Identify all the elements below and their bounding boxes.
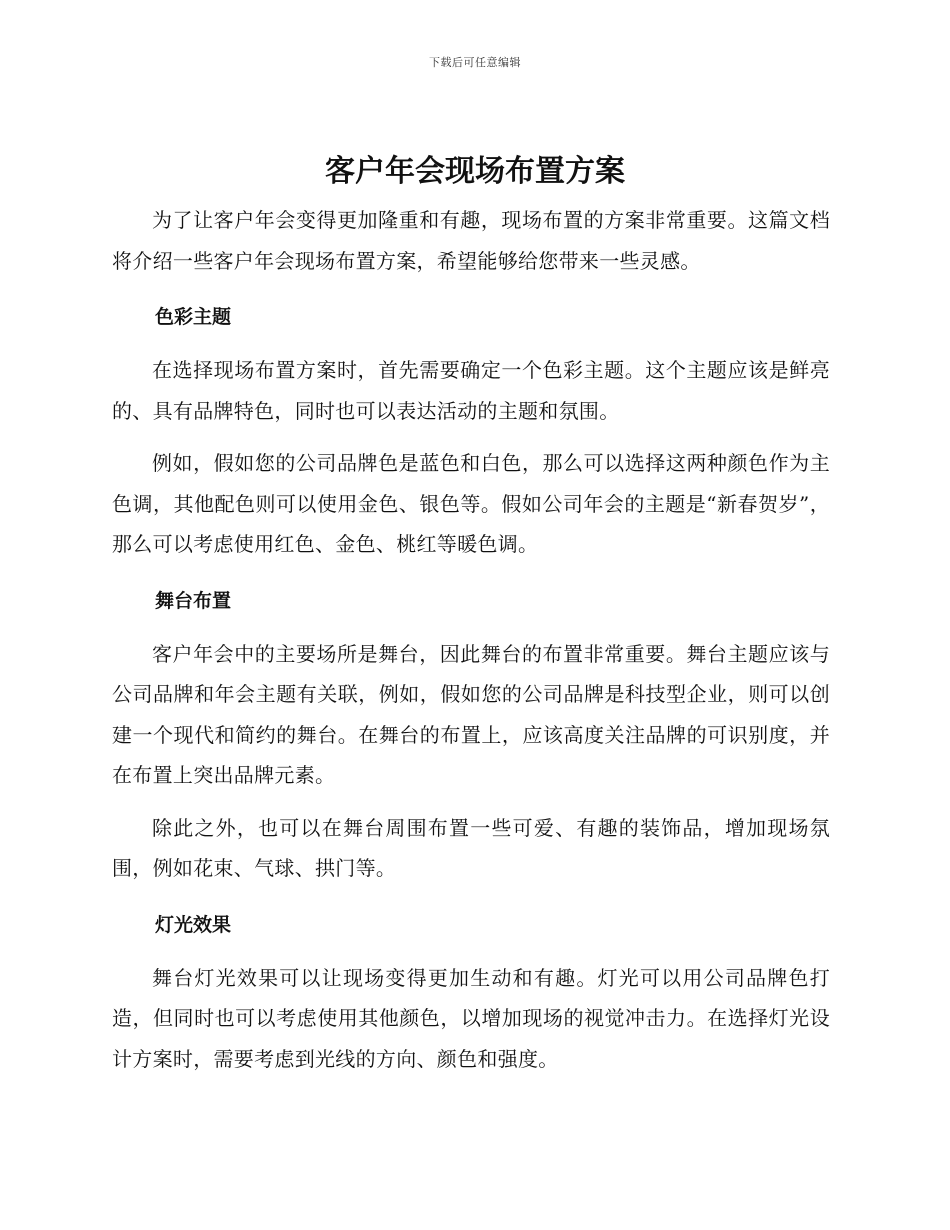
document-body xyxy=(112,200,830,1079)
color-theme-paragraph-2: 例如，假如您的公司品牌色是蓝色和白色，那么可以选择这两种颜色作为主色调，其他配色则可以使用金色、银色等。假如公司年会的主题是“新春贺岁”，那么可以考虑使用红色、金色、桃红等暖色调。 xyxy=(112,451,830,556)
lighting-paragraph-1: 舞台灯光效果可以让现场变得更加生动和有趣。灯光可以用公司品牌色打造，但同时也可以考虑使用其他颜色，以增加现场的视觉冲击力。在选择灯光设计方案时，需要考虑到光线的方向、颜色和强度。 xyxy=(112,965,830,1071)
page-header-note: 下载后可任意编辑 xyxy=(429,56,521,69)
color-theme-paragraph-1: 在选择现场布置方案时，首先需要确定一个色彩主题。这个主题应该是鲜亮的、具有品牌特色，同时也可以表达活动的主题和氛围。 xyxy=(112,358,830,423)
section-heading-lighting: 灯光效果 xyxy=(155,913,232,936)
stage-setup-paragraph-1: 客户年会中的主要场所是舞台，因此舞台的布置非常重要。舞台主题应该与公司品牌和年会主题有关联，例如，假如您的公司品牌是科技型企业，则可以创建一个现代和简约的舞台。在舞台的布置上，应该高度关注品牌的可识别度，并在布置上突出品牌元素。 xyxy=(112,641,830,787)
intro-paragraph: 为了让客户年会变得更加隆重和有趣，现场布置的方案非常重要。这篇文档将介绍一些客户年会现场布置方案，希望能够给您带来一些灵感。 xyxy=(112,208,830,273)
section-heading-color-theme: 色彩主题 xyxy=(155,306,232,328)
section-heading-stage-setup: 舞台布置 xyxy=(155,589,232,612)
stage-setup-paragraph-2: 除此之外，也可以在舞台周围布置一些可爱、有趣的装饰品，增加现场氛围，例如花束、气球、拱门等。 xyxy=(112,815,830,880)
document-title: 客户年会现场布置方案 xyxy=(325,154,625,189)
